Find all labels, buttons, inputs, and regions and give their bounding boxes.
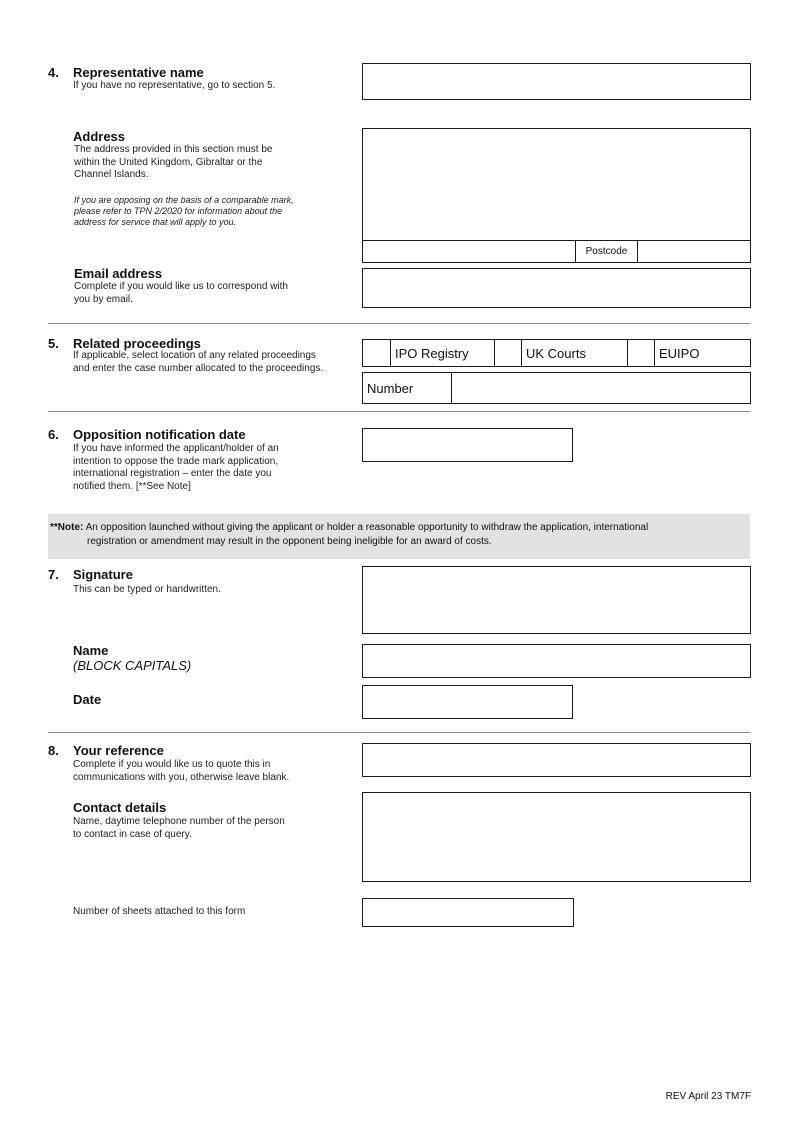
- section-7-number: 7.: [48, 567, 59, 582]
- uk-courts-checkbox[interactable]: [494, 339, 522, 367]
- section-8-help: Complete if you would like us to quote this in communications with you, otherwise leave blank.: [73, 759, 290, 783]
- case-number-label: Number: [362, 372, 452, 404]
- representative-name-field[interactable]: [362, 63, 751, 100]
- section-6-help: If you have informed the applicant/holder of an intention to oppose the trade mark application, international registration – enter the date you notified them. [**See Note]: [73, 443, 279, 492]
- section-6-title: Opposition notification date: [73, 427, 246, 442]
- uk-courts-label: UK Courts: [521, 339, 628, 367]
- address-italic-help: If you are opposing on the basis of a comparable mark, please refer to TPN 2/2020 for information about the address for service that will apply to you.: [74, 195, 294, 227]
- address-title: Address: [73, 129, 126, 144]
- section-6-number: 6.: [48, 427, 59, 442]
- divider: [48, 732, 750, 733]
- email-field[interactable]: [362, 268, 751, 308]
- sheets-label: Number of sheets attached to this form: [73, 906, 246, 917]
- sheets-count-field[interactable]: [362, 898, 574, 927]
- block-capitals-name-field[interactable]: [362, 644, 751, 678]
- name-title: Name: [73, 643, 109, 658]
- contact-title: Contact details: [73, 800, 167, 815]
- contact-details-field[interactable]: [362, 792, 751, 882]
- case-number-field[interactable]: [451, 372, 751, 404]
- ipo-registry-checkbox[interactable]: [362, 339, 391, 367]
- form-revision: REV April 23 TM7F: [665, 1091, 751, 1102]
- costs-note: [48, 514, 750, 559]
- address-field[interactable]: [362, 128, 751, 241]
- section-4-help: If you have no representative, go to section 5.: [73, 80, 276, 91]
- contact-help: Name, daytime telephone number of the person to contact in case of query.: [73, 816, 285, 840]
- note-line-2: registration or amendment may result in the opponent being ineligible for an award of costs.: [87, 536, 492, 547]
- note-label: **Note:: [50, 522, 84, 533]
- address-last-line-field[interactable]: [362, 240, 576, 263]
- divider: [48, 323, 750, 324]
- postcode-label: Postcode: [575, 240, 638, 263]
- euipo-checkbox[interactable]: [627, 339, 655, 367]
- section-4-title: Representative name: [73, 65, 204, 80]
- section-7-help: This can be typed or handwritten.: [73, 584, 221, 595]
- section-5-help: If applicable, select location of any related proceedings and enter the case number allocated to the proceedings.: [73, 350, 324, 374]
- signature-field[interactable]: [362, 566, 751, 634]
- your-reference-field[interactable]: [362, 743, 751, 777]
- email-title: Email address: [74, 266, 163, 281]
- section-5-title: Related proceedings: [73, 336, 201, 351]
- signature-date-field[interactable]: [362, 685, 573, 719]
- postcode-field[interactable]: [637, 240, 751, 263]
- divider: [48, 411, 750, 412]
- date-title: Date: [73, 692, 102, 707]
- section-8-number: 8.: [48, 743, 59, 758]
- notification-date-field[interactable]: [362, 428, 573, 462]
- section-7-title: Signature: [73, 567, 133, 582]
- section-5-number: 5.: [48, 336, 59, 351]
- name-help: (BLOCK CAPITALS): [73, 658, 192, 673]
- note-line-1: An opposition launched without giving the applicant or holder a reasonable opportunity to withdraw the application, international: [83, 522, 649, 533]
- section-8-title: Your reference: [73, 743, 164, 758]
- ipo-registry-label: IPO Registry: [390, 339, 495, 367]
- email-help: Complete if you would like us to correspond with you by email.: [74, 281, 288, 305]
- section-4-number: 4.: [48, 65, 59, 80]
- address-help: The address provided in this section must be within the United Kingdom, Gibraltar or the Channel Islands.: [74, 144, 273, 180]
- euipo-label: EUIPO: [654, 339, 751, 367]
